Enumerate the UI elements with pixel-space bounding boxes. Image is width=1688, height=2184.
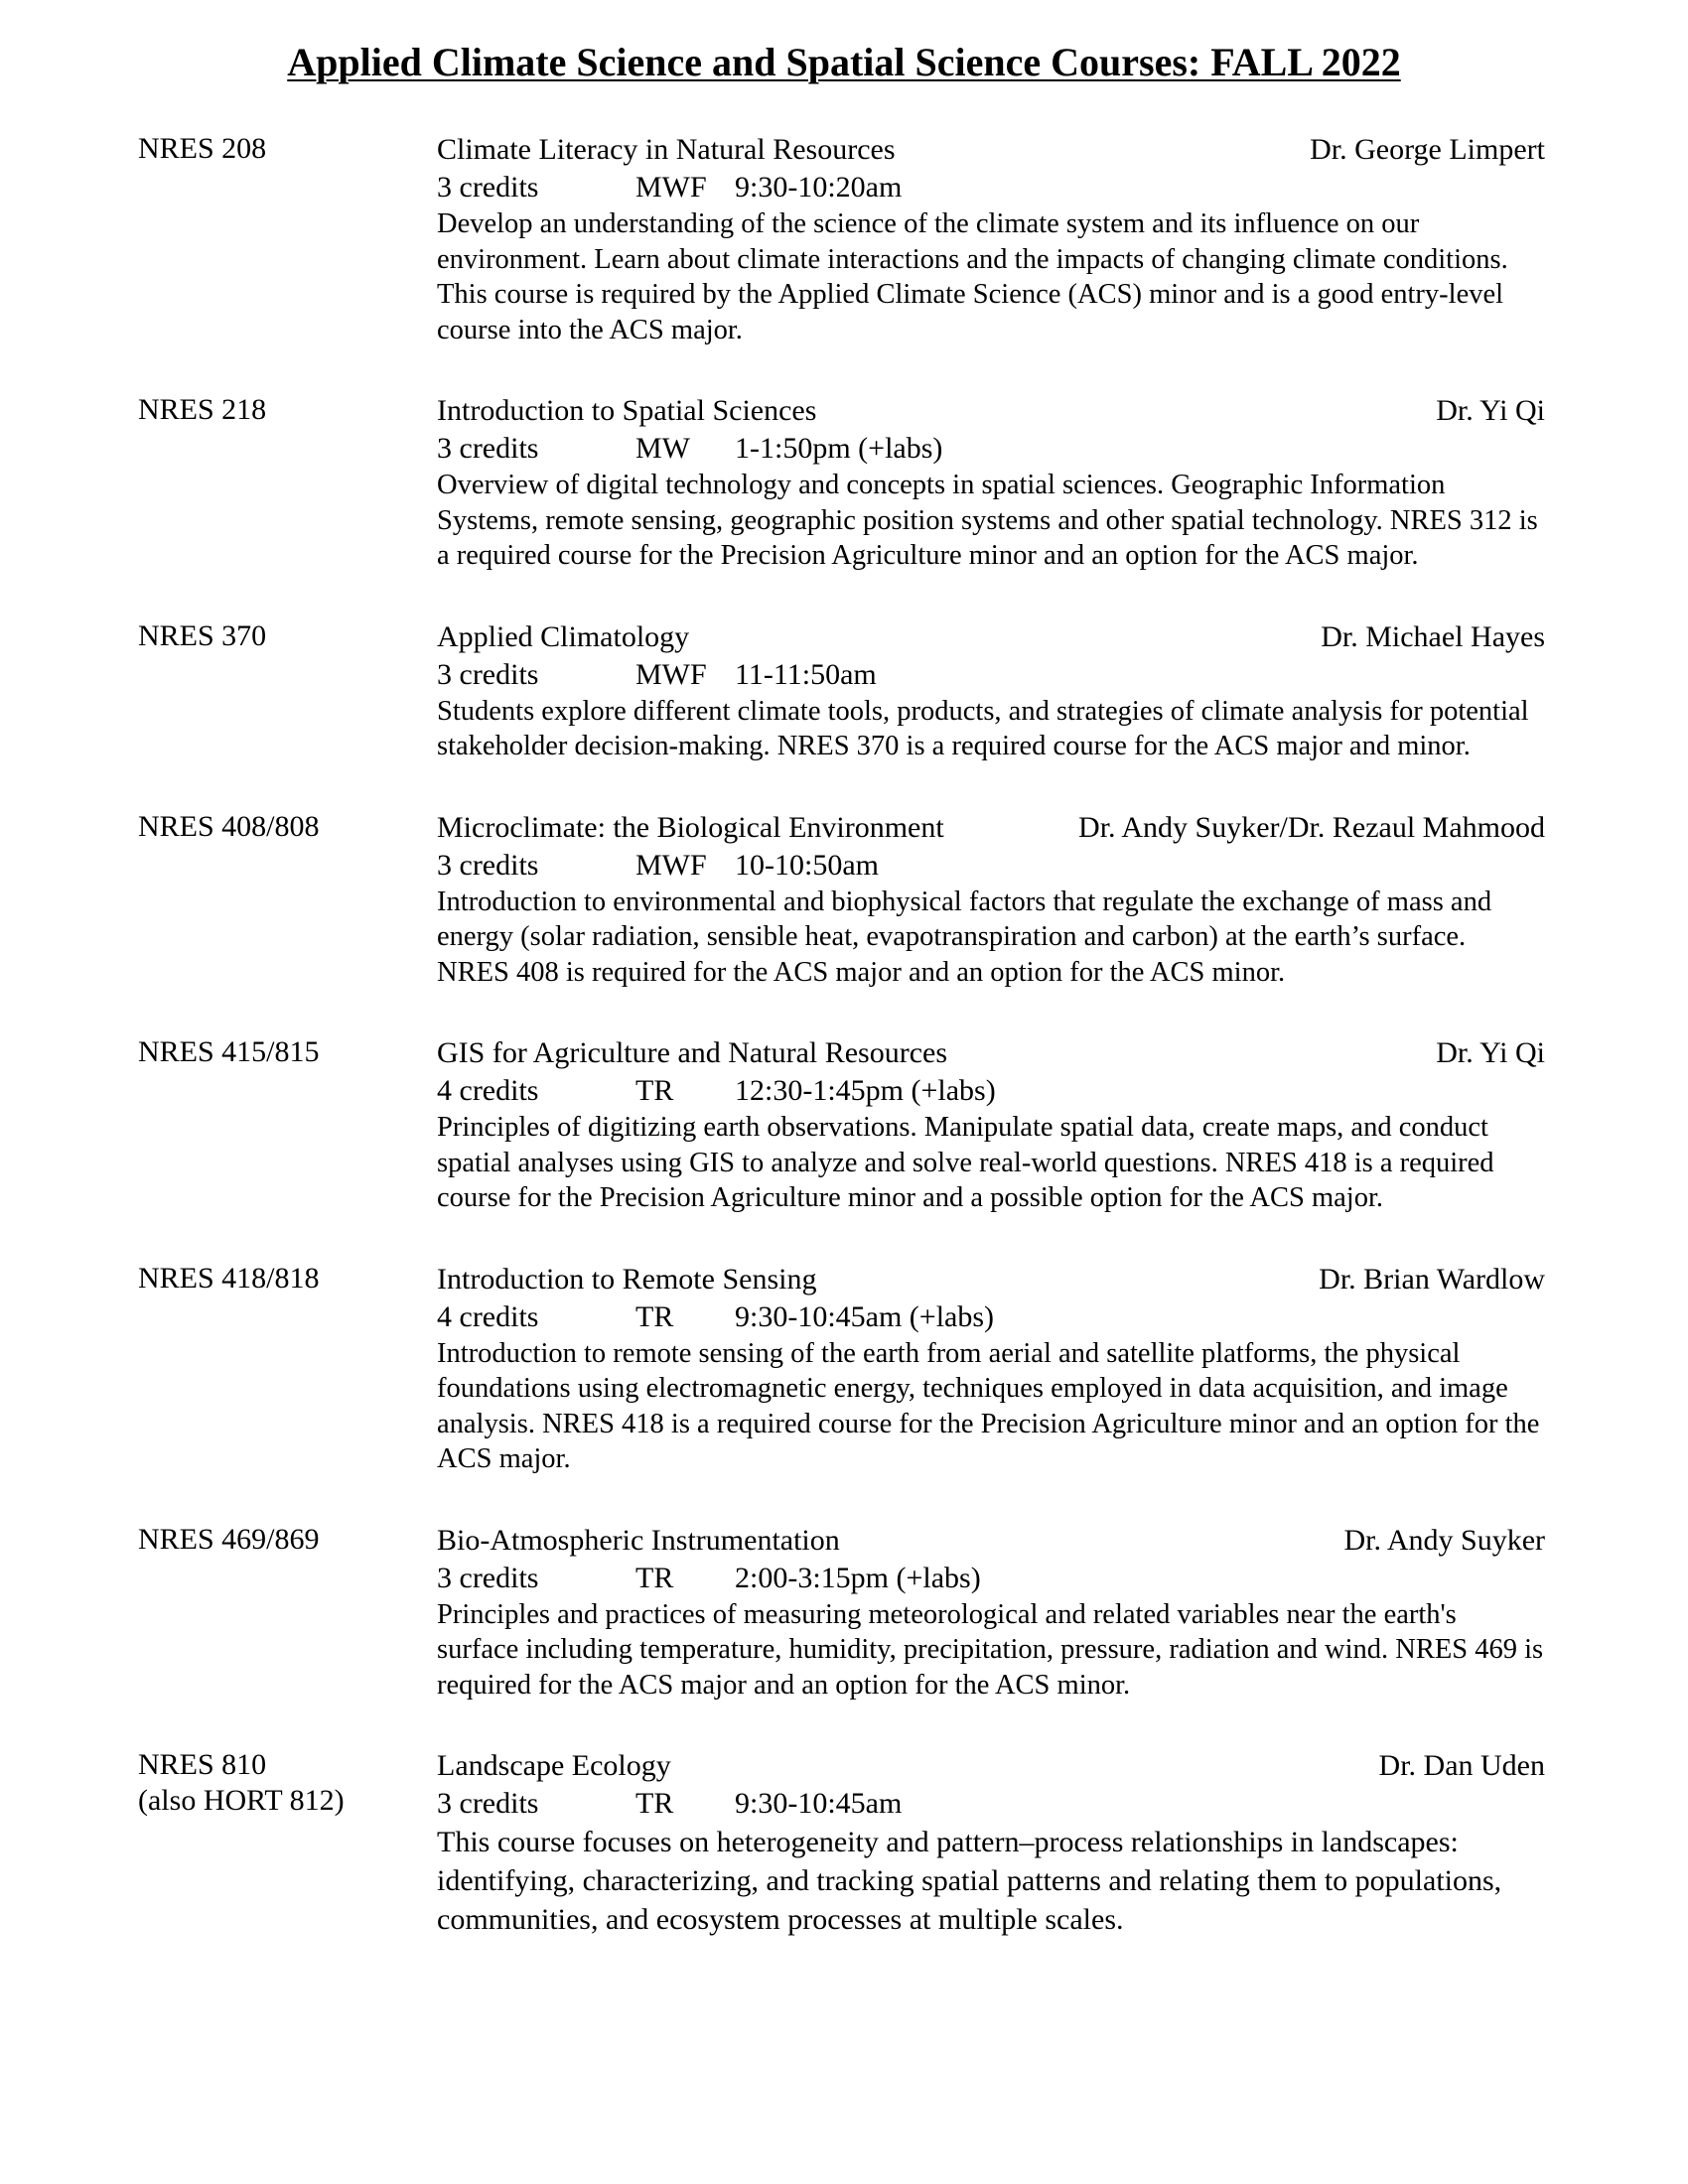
course-schedule — [437, 1072, 1545, 1110]
course-schedule — [437, 169, 1545, 206]
course-details — [437, 392, 1545, 574]
course-time: 12:30-1:45pm (+labs) — [735, 1074, 996, 1107]
course-instructor: Dr. Dan Uden — [1378, 1749, 1545, 1782]
course-code — [138, 618, 426, 654]
course-time: 9:30-10:20am — [735, 171, 903, 204]
course-details — [437, 131, 1545, 347]
course-cross-listing: (also HORT 812) — [138, 1783, 345, 1817]
course-entry — [138, 1261, 1548, 1477]
course-title-line — [437, 1261, 1545, 1298]
course-description: Principles and practices of measuring meteorological and related variables near the earth's surface including temperature, humidity, precipitation, pressure, radiation and wind. NRES 469 is required for the ACS major and an option for the ACS minor. — [437, 1598, 1544, 1701]
course-credits: 4 credits — [437, 1074, 539, 1107]
course-credits: 3 credits — [437, 171, 539, 204]
course-instructor: Dr. Yi Qi — [1436, 1036, 1545, 1069]
course-title-line — [437, 131, 1545, 169]
course-schedule — [437, 430, 1545, 468]
course-code — [138, 1261, 426, 1297]
course-instructor: Dr. Andy Suyker — [1343, 1523, 1545, 1557]
course-code-text: NRES 408/808 — [138, 809, 320, 843]
course-entry — [138, 1522, 1548, 1704]
course-title-line — [437, 1034, 1545, 1072]
course-details — [437, 618, 1545, 764]
course-schedule — [437, 847, 1545, 885]
course-title: Bio-Atmospheric Instrumentation — [437, 1523, 840, 1557]
course-description: This course focuses on heterogeneity and pattern–process relationships in landscapes: identifying, characterizing, and tracking spatial patterns and relating them to populations, communities, and ecosystem processes at multiple scales. — [437, 1826, 1502, 1936]
course-code — [138, 1522, 426, 1558]
course-title: GIS for Agriculture and Natural Resources — [437, 1036, 948, 1069]
course-details — [437, 1261, 1545, 1477]
course-days: MW — [635, 432, 690, 465]
course-credits: 3 credits — [437, 432, 539, 465]
course-title: Landscape Ecology — [437, 1749, 671, 1782]
course-details — [437, 1522, 1545, 1704]
course-credits: 3 credits — [437, 1787, 539, 1820]
course-list — [138, 131, 1548, 1983]
course-code-text: NRES 208 — [138, 132, 267, 165]
course-code-text: NRES 218 — [138, 393, 267, 426]
course-details — [437, 1034, 1545, 1216]
course-title-line — [437, 1747, 1545, 1785]
course-title: Introduction to Spatial Sciences — [437, 394, 817, 427]
course-entry — [138, 809, 1548, 991]
course-code-text: NRES 415/815 — [138, 1035, 320, 1068]
course-title-line — [437, 392, 1545, 430]
course-code-text: NRES 810 — [138, 1748, 267, 1781]
course-title: Microclimate: the Biological Environment — [437, 810, 944, 844]
course-title-line — [437, 618, 1545, 656]
course-title-line — [437, 1522, 1545, 1560]
course-time: 10-10:50am — [735, 848, 879, 882]
course-credits: 3 credits — [437, 848, 539, 882]
course-instructor: Dr. George Limpert — [1310, 133, 1545, 166]
course-description: Develop an understanding of the science of the climate system and its influence on our environment. Learn about climate interactions and the impacts of changing climate conditions. This course is required by the Applied Climate Science (ACS) minor and is a good entry-level course into the ACS major. — [437, 208, 1508, 345]
course-code — [138, 392, 426, 428]
course-description: Introduction to environmental and biophysical factors that regulate the exchange of mass and energy (solar radiation, sensible heat, evapotranspiration and carbon) at the earth’s surface. NRES 408 is required for the ACS major and an option for the ACS minor. — [437, 886, 1492, 988]
course-time: 9:30-10:45am (+labs) — [735, 1299, 995, 1333]
course-schedule — [437, 1785, 1545, 1823]
course-code — [138, 1034, 426, 1070]
course-schedule — [437, 656, 1545, 694]
course-code-text: NRES 418/818 — [138, 1261, 320, 1295]
course-entry — [138, 1034, 1548, 1216]
course-code — [138, 131, 426, 167]
course-details — [437, 1747, 1545, 1939]
course-code — [138, 809, 426, 845]
course-days: TR — [635, 1787, 674, 1820]
course-days: TR — [635, 1561, 674, 1594]
course-days: TR — [635, 1299, 674, 1333]
course-entry — [138, 618, 1548, 764]
course-entry — [138, 1747, 1548, 1939]
course-entry — [138, 131, 1548, 347]
course-days: MWF — [635, 848, 707, 882]
course-title: Climate Literacy in Natural Resources — [437, 133, 896, 166]
course-days: MWF — [635, 657, 707, 691]
course-instructor: Dr. Andy Suyker/Dr. Rezaul Mahmood — [1078, 810, 1545, 844]
course-days: TR — [635, 1074, 674, 1107]
course-credits: 3 credits — [437, 657, 539, 691]
course-schedule — [437, 1560, 1545, 1597]
course-instructor: Dr. Michael Hayes — [1321, 619, 1545, 653]
course-time: 1-1:50pm (+labs) — [735, 432, 943, 465]
course-entry — [138, 392, 1548, 574]
course-title-line — [437, 809, 1545, 847]
course-title: Introduction to Remote Sensing — [437, 1262, 817, 1296]
course-schedule — [437, 1298, 1545, 1336]
page-title: Applied Climate Science and Spatial Science Courses: FALL 2022 — [287, 40, 1401, 84]
course-time: 2:00-3:15pm (+labs) — [735, 1561, 981, 1594]
course-code-text: NRES 370 — [138, 618, 267, 652]
course-time: 9:30-10:45am — [735, 1787, 903, 1820]
course-details — [437, 809, 1545, 991]
course-title: Applied Climatology — [437, 619, 690, 653]
course-code-text: NRES 469/869 — [138, 1522, 320, 1556]
course-credits: 4 credits — [437, 1299, 539, 1333]
course-description: Introduction to remote sensing of the earth from aerial and satellite platforms, the physical foundations using electromagnetic energy, techniques employed in data acquisition, and image analysis. NRES 418 is a required course for the Precision Agriculture minor and an option for the ACS major. — [437, 1337, 1540, 1474]
course-instructor: Dr. Yi Qi — [1436, 394, 1545, 427]
course-instructor: Dr. Brian Wardlow — [1319, 1262, 1545, 1296]
course-description: Students explore different climate tools, products, and strategies of climate analysis for potential stakeholder decision-making. NRES 370 is a required course for the ACS major and minor. — [437, 695, 1529, 761]
course-time: 11-11:50am — [735, 657, 877, 691]
course-code — [138, 1747, 426, 1818]
course-description: Principles of digitizing earth observations. Manipulate spatial data, create maps, and conduct spatial analyses using GIS to analyze and solve real-world questions. NRES 418 is a required course for the Precision Agriculture minor and a possible option for the ACS major. — [437, 1112, 1494, 1213]
course-description: Overview of digital technology and concepts in spatial sciences. Geographic Information Systems, remote sensing, geographic position systems and other spatial technology. NRES 312 is a required course for the Precision Agriculture minor and an option for the ACS major. — [437, 470, 1538, 571]
course-days: MWF — [635, 171, 707, 204]
course-credits: 3 credits — [437, 1561, 539, 1594]
